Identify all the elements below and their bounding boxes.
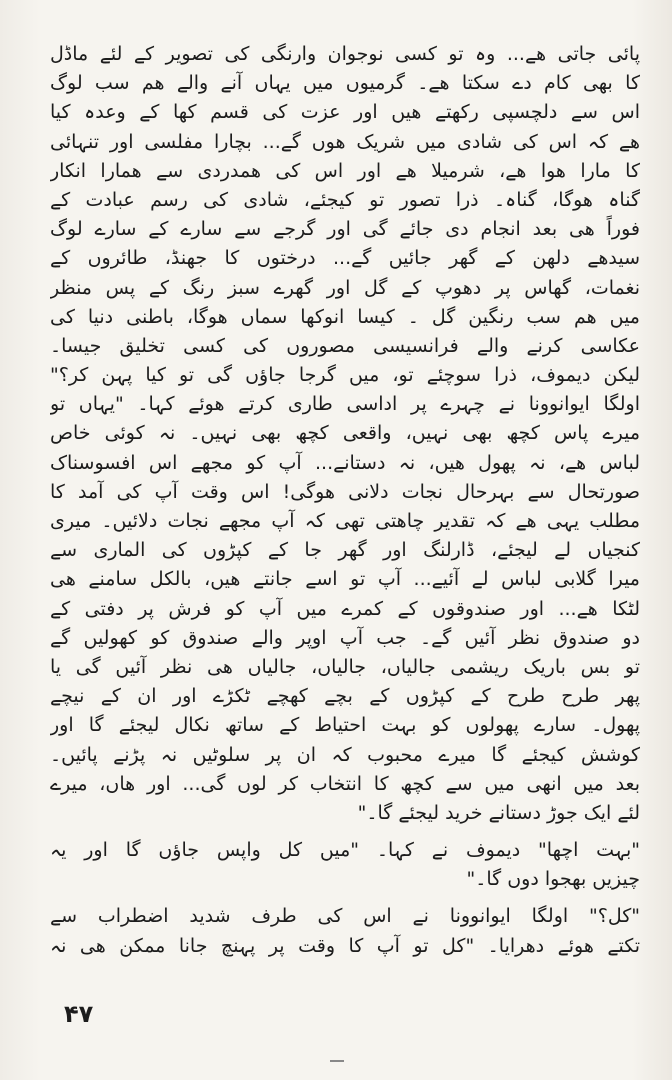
- text-line: چیزیں بھجوا دوں گا۔": [466, 868, 640, 891]
- paragraph-1: [50, 40, 640, 828]
- text-line: تو بس باریک ریشمی جالیاں، جالیاں، جالیاں ھی نظر آئیں گی یا: [50, 655, 640, 678]
- text-line: صورتحال سے بہرحال نجات دلانی ھوگی! اس وقت آپ کی آمد کا: [50, 480, 640, 503]
- text-line: کا بھی کام دے سکتا ھے۔ گرمیوں میں یہاں آنے والے ھم سب لوگ: [50, 72, 640, 95]
- paragraph-3: [50, 902, 640, 960]
- text-line: لٹکا ھے... اور صندوقوں کے کمرے میں آپ کو فرش پر دفتی کے: [50, 597, 640, 620]
- text-line: کا مارا ھوا ھے، شرمیلا ھے اور اس کی ھمدردی سے ھمارا انکار: [50, 159, 640, 182]
- text-line: نغمات، گھاس پر دھوپ کے گل اور گھرے سبز رنگ کے پس منظر: [50, 276, 640, 299]
- text-line: لئے ایک جوڑ دستانے خرید لیجئے گا۔": [357, 801, 640, 824]
- page-number: ۴۷: [64, 1000, 94, 1028]
- text-line: اس سے دلچسپی رکھتے ھیں اور عزت کی قسم کھا کے وعدہ کیا: [50, 101, 640, 124]
- body-text: [50, 40, 640, 961]
- text-line: سیدھے دلھن کے گھر جائیں گے... درختوں کا جھنڈ، طائروں کے: [50, 247, 640, 270]
- text-line: میرے پاس کچھ بھی نہیں، واقعی کچھ بھی نہیں۔ نہ کوئی خاص: [50, 422, 640, 445]
- text-line: تکتے ھوئے دھرایا۔ "کل تو آپ کا وقت پر پہنچ جانا ممکن ھی نہ: [50, 934, 640, 957]
- text-line: ھے کہ اس کی شادی میں شریک ھوں گے... بچارا مفلسی اور تنہائی: [50, 130, 640, 153]
- text-line: میں ھم سب رنگین گل ۔ کیسا انوکھا سماں ھوگا، باطنی دنیا کی: [50, 305, 640, 328]
- text-line: گناہ ھوگا، گناہ۔ ذرا تصور تو کیجئے، شادی کی رسم عبادت کے: [50, 188, 640, 211]
- text-line: مطلب یہی ھے کہ تقدیر چاھتی تھی کہ آپ مجھے نجات دلائیں۔ میری: [50, 510, 640, 532]
- text-line: بعد میں انھی میں سے کچھ کا انتخاب کر لوں گی... اور ھاں، میرے: [50, 772, 640, 795]
- text-line: اولگا ایوانوونا نے چہرے پر اداسی طاری کرتے ھوئے کہا۔ "یہاں تو: [50, 393, 640, 416]
- text-line: لیکن دیموف، ذرا سوچئے تو، میں گرجا جاؤں گی تو کیا پہن کر؟": [50, 364, 640, 387]
- text-line: "بہت اچھا" دیموف نے کہا۔ "میں کل واپس جاؤں گا اور یہ: [50, 839, 640, 862]
- text-line: میرا گلابی لباس لے آئیے... آپ تو اسے جانتے ھیں، بالکل سامنے ھی: [50, 568, 640, 591]
- text-line: پھر طرح طرح کے کپڑوں کے بچے کھچے ٹکڑے اور ان کے نیچے: [50, 685, 640, 708]
- text-line: پھول۔ سارے پھولوں کو بہت احتیاط کے ساتھ نکال لیجئے گا اور: [50, 714, 640, 737]
- text-line: عکاسی کرنے والے فرانسیسی مصوروں کی کسی تخلیق جیسا۔: [50, 334, 640, 357]
- text-line: کوشش کیجئے گا میرے محبوب کہ ان پر سلوٹیں نہ پڑنے پائیں۔: [50, 743, 640, 766]
- paragraph-2: [50, 836, 640, 894]
- text-line: کنجیاں لے لیجئے، ڈارلنگ اور گھر جا کے کپڑوں کی الماری سے: [50, 539, 640, 562]
- text-line: "کل؟" اولگا ایوانوونا نے اس کی طرف شدید اضطراب سے: [50, 905, 640, 928]
- text-line: دو صندوق نظر آئیں گے۔ جب آپ اوپر والے صندوق کو کھولیں گے: [50, 626, 640, 649]
- text-line: لباس ھے، نہ پھول ھیں، نہ دستانے... آپ کو مجھے اس افسوسناک: [50, 451, 640, 474]
- text-line: پائی جاتی ھے... وہ تو کسی نوجوان وارنگی کی تصویر کے لئے ماڈل: [50, 43, 640, 65]
- text-line: فوراً ھی بعد انجام دی جائے گی اور گرجے سے سارے کے سارے لوگ: [50, 218, 640, 241]
- footer-mark: [330, 1060, 344, 1062]
